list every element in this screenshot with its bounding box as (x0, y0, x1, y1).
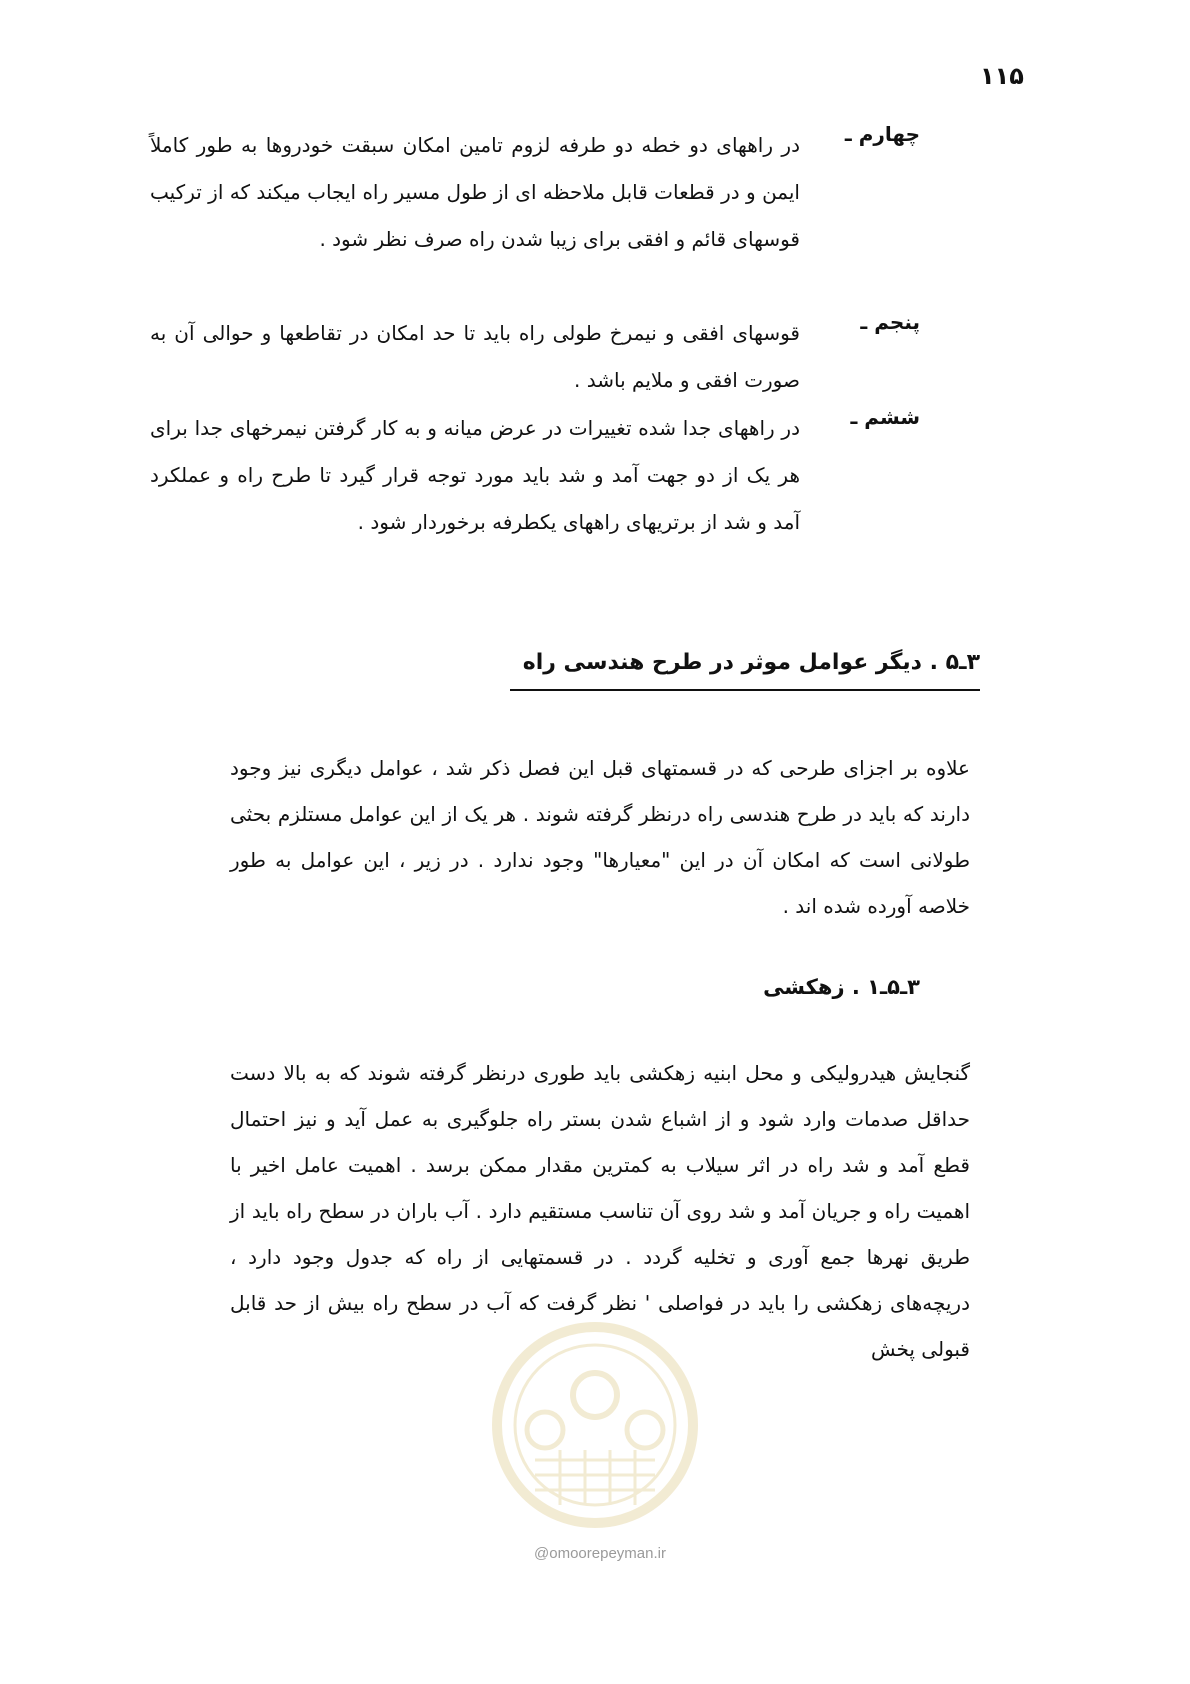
watermark-text: @omoorepeyman.ir (534, 1545, 666, 1562)
watermark-seal-icon (490, 1320, 700, 1550)
subsection-heading: ۳ـ۵ـ۱ . زهکشی (763, 975, 920, 999)
item-text: در راههای جدا شده تغییرات در عرض میانه و به کار گرفتن نیمرخهای جدا برای هر یک از دو جهت آمد و شد باید مورد توجه قرار گیرد تا طرح راه و عملکرد آمد و شد از برتریهای راههای یکطرفه برخوردار شود . (150, 416, 800, 534)
subsection-paragraph: گنجایش هیدرولیکی و محل ابنیه زهکشی باید طوری درنظر گرفته شوند که به بالا دست حداقل صدمات وارد شود و از اشباع شدن بستر راه جلوگیری به عمل آید و نیز احتمال قطع آمد و شد راه در اثر سیلاب به کمترین مقدار ممکن برسد . اهمیت عامل اخیر با اهمیت راه و جریان آمد و شد روی آن تناسب مستقیم دارد . آب باران در سطح راه باید از طریق نهرها جمع آوری و تخلیه گردد . در قسمتهایی از راه که جدول وجود دارد ، دریچه‌های زهکشی را باید در فواصلی ' نظر گرفت که آب در سطح راه بیش از حد قابل قبولی پخش (230, 1061, 970, 1361)
list-item-fifth (150, 310, 920, 404)
section-heading: ۳ـ۵ . دیگر عوامل موثر در طرح هندسی راه (510, 650, 980, 691)
item-text: قوسهای افقی و نیمرخ طولی راه باید تا حد امکان در تقاطعها و حوالی آن به صورت افقی و ملایم باشد . (150, 321, 800, 392)
page-number: ۱۱۵ (980, 62, 1024, 90)
list-item-fourth (150, 122, 920, 263)
item-text: در راههای دو خطه دو طرفه لزوم تامین امکان سبقت خودروها به طور کاملاً ایمن و در قطعات قابل ملاحظه ای از طول مسیر راه ایجاب میکند که از ترکیب قوسهای قائم و افقی برای زیبا شدن راه صرف نظر شود . (150, 133, 800, 251)
item-label: پنجم ـ (860, 310, 920, 334)
list-item-sixth (150, 405, 920, 546)
item-label: ششم ـ (850, 405, 920, 429)
item-label: چهارم ـ (844, 122, 920, 146)
section-paragraph: علاوه بر اجزای طرحی که در قسمتهای قبل این فصل ذکر شد ، عوامل دیگری نیز وجود دارند که باید در طرح هندسی راه درنظر گرفته شوند . هر یک از این عوامل مستلزم بحثی طولانی است که امکان آن در این "معیارها" وجود ندارد . در زیر ، این عوامل به طور خلاصه آورده شده اند . (230, 756, 970, 918)
